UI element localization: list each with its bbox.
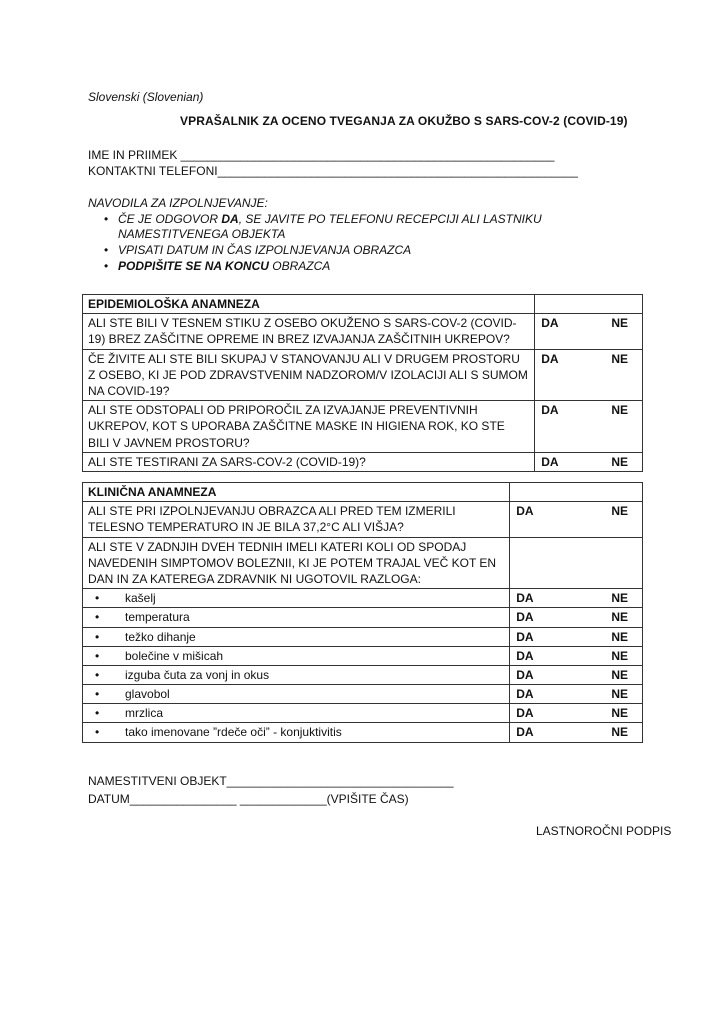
answer-cell[interactable] — [510, 665, 643, 684]
table-row — [83, 295, 643, 314]
no-option[interactable]: NE — [611, 610, 628, 625]
yes-option[interactable]: DA — [516, 725, 534, 740]
no-option[interactable]: NE — [611, 316, 628, 331]
epidemiological-table — [82, 294, 643, 472]
no-option[interactable]: NE — [611, 667, 628, 682]
table-row — [83, 502, 643, 537]
symptom-item: • mrzlica — [83, 704, 510, 723]
symptom-item: • temperatura — [83, 608, 510, 627]
yes-option[interactable]: DA — [516, 648, 534, 663]
table-row — [83, 627, 643, 646]
answer-cell[interactable] — [510, 608, 643, 627]
question: ALI STE PRI IZPOLNJEVANJU OBRAZCA ALI PRED TEM IZMERILI TELESNO TEMPERATURO IN JE BILA 37,2°C ALI VIŠJA? — [83, 502, 510, 537]
question: ČE ŽIVITE ALI STE BILI SKUPAJ V STANOVANJU ALI V DRUGEM PROSTORU Z OSEBO, KI JE POD ZDRAVSTVENIM NADZOROM/V IZOLACIJI ALI S SUMOM NA COVID-19? — [83, 349, 535, 401]
instruction-item: • VPISATI DATUM IN ČAS IZPOLNJEVANJA OBRAZCA — [104, 243, 624, 258]
clinical-table — [82, 482, 643, 743]
table-row — [83, 314, 643, 349]
no-option[interactable]: NE — [611, 504, 628, 519]
table-row — [83, 665, 643, 684]
answer-cell[interactable] — [535, 349, 643, 401]
answer-cell[interactable] — [535, 314, 643, 349]
yes-option[interactable]: DA — [516, 687, 534, 702]
yes-option[interactable]: DA — [516, 504, 534, 519]
yes-option[interactable]: DA — [516, 667, 534, 682]
no-option[interactable]: NE — [611, 648, 628, 663]
answer-cell[interactable] — [510, 627, 643, 646]
phone-field[interactable]: KONTAKTNI TELEFONI______________________________________________________ — [88, 164, 578, 178]
table-row — [83, 349, 643, 401]
symptom-item: • izguba čuta za vonj in okus — [83, 665, 510, 684]
table-row — [83, 685, 643, 704]
date-time-field[interactable]: DATUM________________ _____________(VPIŠITE ČAS) — [88, 792, 409, 806]
yes-option[interactable]: DA — [516, 610, 534, 625]
signature-label: LASTNOROČNI PODPIS — [536, 824, 672, 838]
instruction-item: • ČE JE ODGOVOR DA, SE JAVITE PO TELEFONU RECEPCIJI ALI LASTNIKU NAMESTITVENEGA OBJEKTA — [104, 212, 624, 242]
no-option[interactable]: NE — [611, 725, 628, 740]
table-row — [83, 401, 643, 453]
epidemiological-heading: EPIDEMIOLOŠKA ANAMNEZA — [83, 295, 535, 314]
symptom-item: • glavobol — [83, 685, 510, 704]
answer-cell[interactable] — [510, 646, 643, 665]
facility-field[interactable]: NAMESTITVENI OBJEKT__________________________________ — [88, 774, 454, 788]
answer-cell[interactable] — [510, 502, 643, 537]
table-row — [83, 704, 643, 723]
instruction-item: • PODPIŠITE SE NA KONCU OBRAZCA — [104, 259, 624, 274]
no-option[interactable]: NE — [611, 351, 628, 366]
answer-cell[interactable] — [510, 723, 643, 742]
no-option[interactable]: NE — [611, 629, 628, 644]
instructions-list — [104, 212, 624, 275]
symptom-item: • tako imenovane ”rdeče oči” - konjuktivitis — [83, 723, 510, 742]
no-option[interactable]: NE — [611, 454, 628, 469]
answer-cell[interactable] — [535, 401, 643, 453]
no-option[interactable]: NE — [611, 591, 628, 606]
question: ALI STE V ZADNJIH DVEH TEDNIH IMELI KATERI KOLI OD SPODAJ NAVEDENIH SIMPTOMOV BOLEZNII, KI JE POTEM TRAJAL VEČ KOT EN DAN IN ZA KATEREGA ZDRAVNIK NI UGOTOVIL RAZLOGA: — [83, 537, 510, 589]
symptom-item: • težko dihanje — [83, 627, 510, 646]
symptom-item: • bolečine v mišicah — [83, 646, 510, 665]
answer-cell[interactable] — [510, 589, 643, 608]
yes-option[interactable]: DA — [516, 706, 534, 721]
question: ALI STE TESTIRANI ZA SARS-COV-2 (COVID-19)? — [83, 452, 535, 471]
table-row — [83, 483, 643, 502]
name-field[interactable]: IME IN PRIIMEK ________________________________________________________ — [88, 148, 555, 162]
language-label: Slovenski (Slovenian) — [88, 90, 204, 104]
no-option[interactable]: NE — [611, 706, 628, 721]
no-option[interactable]: NE — [611, 403, 628, 418]
table-row — [83, 537, 643, 589]
table-row — [83, 589, 643, 608]
answer-cell[interactable] — [535, 452, 643, 471]
question: ALI STE ODSTOPALI OD PRIPOROČIL ZA IZVAJANJE PREVENTIVNIH UKREPOV, KOT S UPORABA ZAŠČITNE MASKE IN HIGIENA ROK, KO STE BILI V JAVNEM PROSTORU? — [83, 401, 535, 453]
clinical-heading: KLINIČNA ANAMNEZA — [83, 483, 510, 502]
yes-option[interactable]: DA — [541, 316, 559, 331]
form-title: VPRAŠALNIK ZA OCENO TVEGANJA ZA OKUŽBO S SARS-COV-2 (COVID-19) — [180, 114, 628, 128]
answer-cell[interactable] — [510, 704, 643, 723]
answer-cell[interactable] — [510, 685, 643, 704]
table-row — [83, 646, 643, 665]
yes-option[interactable]: DA — [516, 629, 534, 644]
yes-option[interactable]: DA — [541, 351, 559, 366]
table-row — [83, 452, 643, 471]
instructions-heading: NAVODILA ZA IZPOLNJEVANJE: — [88, 196, 268, 210]
table-row — [83, 723, 643, 742]
no-option[interactable]: NE — [611, 687, 628, 702]
yes-option[interactable]: DA — [541, 403, 559, 418]
yes-option[interactable]: DA — [541, 454, 559, 469]
yes-option[interactable]: DA — [516, 591, 534, 606]
symptom-item: • kašelj — [83, 589, 510, 608]
table-row — [83, 608, 643, 627]
question: ALI STE BILI V TESNEM STIKU Z OSEBO OKUŽENO S SARS-COV-2 (COVID-19) BREZ ZAŠČITNE OPREME IN BREZ IZVAJANJA ZAŠČITNIH UKREPOV? — [83, 314, 535, 349]
